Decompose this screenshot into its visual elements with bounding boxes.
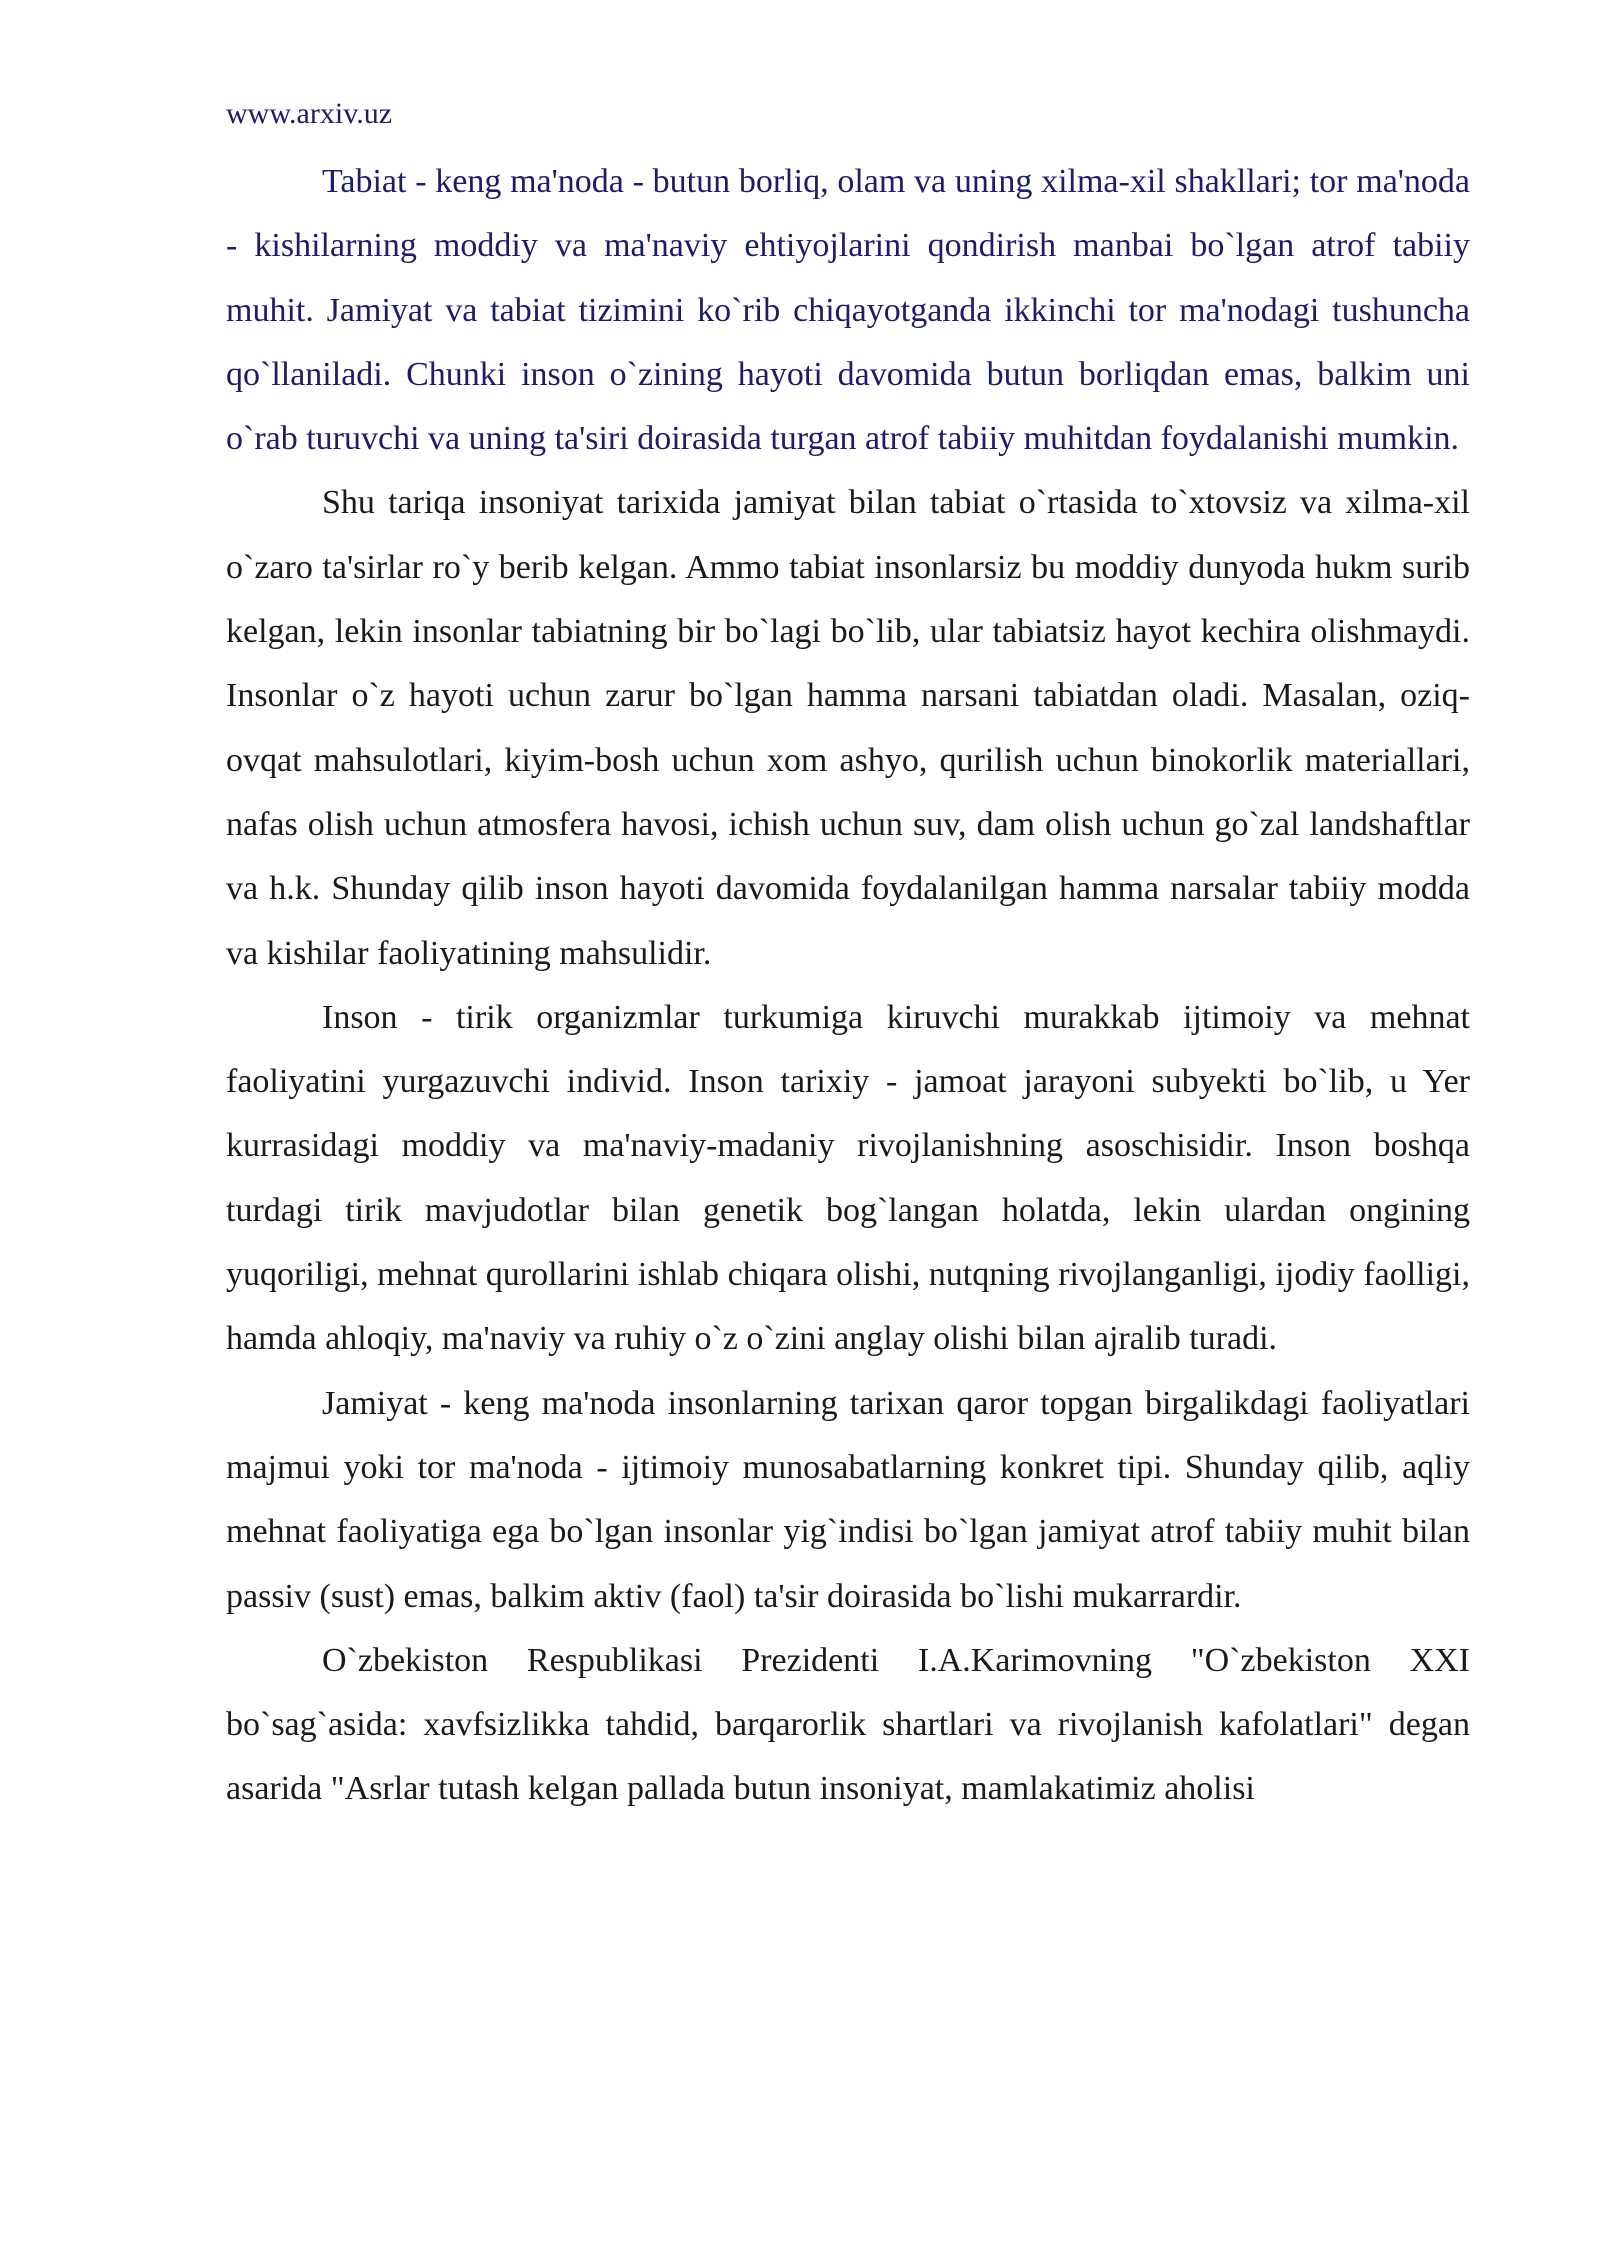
paragraph-tabiat: Tabiat - keng ma'noda - butun borliq, olam va uning xilma-xil shakllari; tor ma'noda - kishilarning moddiy va ma'naviy ehtiyojlarini qondirish manbai bo`lgan atrof tabiiy muhit. Jamiyat va tabiat tizimini ko`rib chiqayotganda ikkinchi tor ma'nodagi tushuncha qo`llaniladi. Chunki inson o`zining hayoti davomida butun borliqdan emas, balkim uni o`rab turuvchi va uning ta'siri doirasida turgan atrof tabiiy muhitdan foydalanishi mumkin.: [226, 163, 1470, 458]
site-url-header: www.arxiv.uz: [226, 97, 393, 130]
paragraph-inson: Inson - tirik organizmlar turkumiga kiruvchi murakkab ijtimoiy va mehnat faoliyatini yurgazuvchi individ. Inson tarixiy - jamoat jarayoni subyekti bo`lib, u Yer kurrasidagi moddiy va ma'naviy-madaniy rivojlanishning asoschisidir. Inson boshqa turdagi tirik mavjudotlar bilan genetik bog`langan holatda, lekin ulardan ongining yuqoriligi, mehnat qurollarini ishlab chiqara olishi, nutqning rivojlanganligi, ijodiy faolligi, hamda ahloqiy, ma'naviy va ruhiy o`z o`zini anglay olishi bilan ajralib turadi.: [226, 998, 1470, 1358]
document-body: [226, 150, 1470, 1822]
paragraph-jamiyat: Jamiyat - keng ma'noda insonlarning tarixan qaror topgan birgalikdagi faoliyatlari majmui yoki tor ma'noda - ijtimoiy munosabatlarning konkret tipi. Shunday qilib, aqliy mehnat faoliyatiga ega bo`lgan insonlar yig`indisi bo`lgan jamiyat atrof tabiiy muhit bilan passiv (sust) emas, balkim aktiv (faol) ta'sir doirasida bo`lishi mukarrardir.: [226, 1384, 1470, 1615]
paragraph-ozbekiston: O`zbekiston Respublikasi Prezidenti I.A.Karimovning "O`zbekiston XXI bo`sag`asida: xavfsizlikka tahdid, barqarorlik shartlari va rivojlanish kafolatlari" degan asarida "Asrlar tutash kelgan pallada butun insoniyat, mamlakatimiz aholisi: [226, 1641, 1470, 1808]
paragraph-shu-tariqa: Shu tariqa insoniyat tarixida jamiyat bilan tabiat o`rtasida to`xtovsiz va xilma-xil o`zaro ta'sirlar ro`y berib kelgan. Ammo tabiat insonlarsiz bu moddiy dunyoda hukm surib kelgan, lekin insonlar tabiatning bir bo`lagi bo`lib, ular tabiatsiz hayot kechira olishmaydi. Insonlar o`z hayoti uchun zarur bo`lgan hamma narsani tabiatdan oladi. Masalan, oziq-ovqat mahsulotlari, kiyim-bosh uchun xom ashyo, qurilish uchun binokorlik materiallari, nafas olish uchun atmosfera havosi, ichish uchun suv, dam olish uchun go`zal landshaftlar va h.k. Shunday qilib inson hayoti davomida foydalanilgan hamma narsalar tabiiy modda va kishilar faoliyatining mahsulidir.: [226, 484, 1470, 972]
